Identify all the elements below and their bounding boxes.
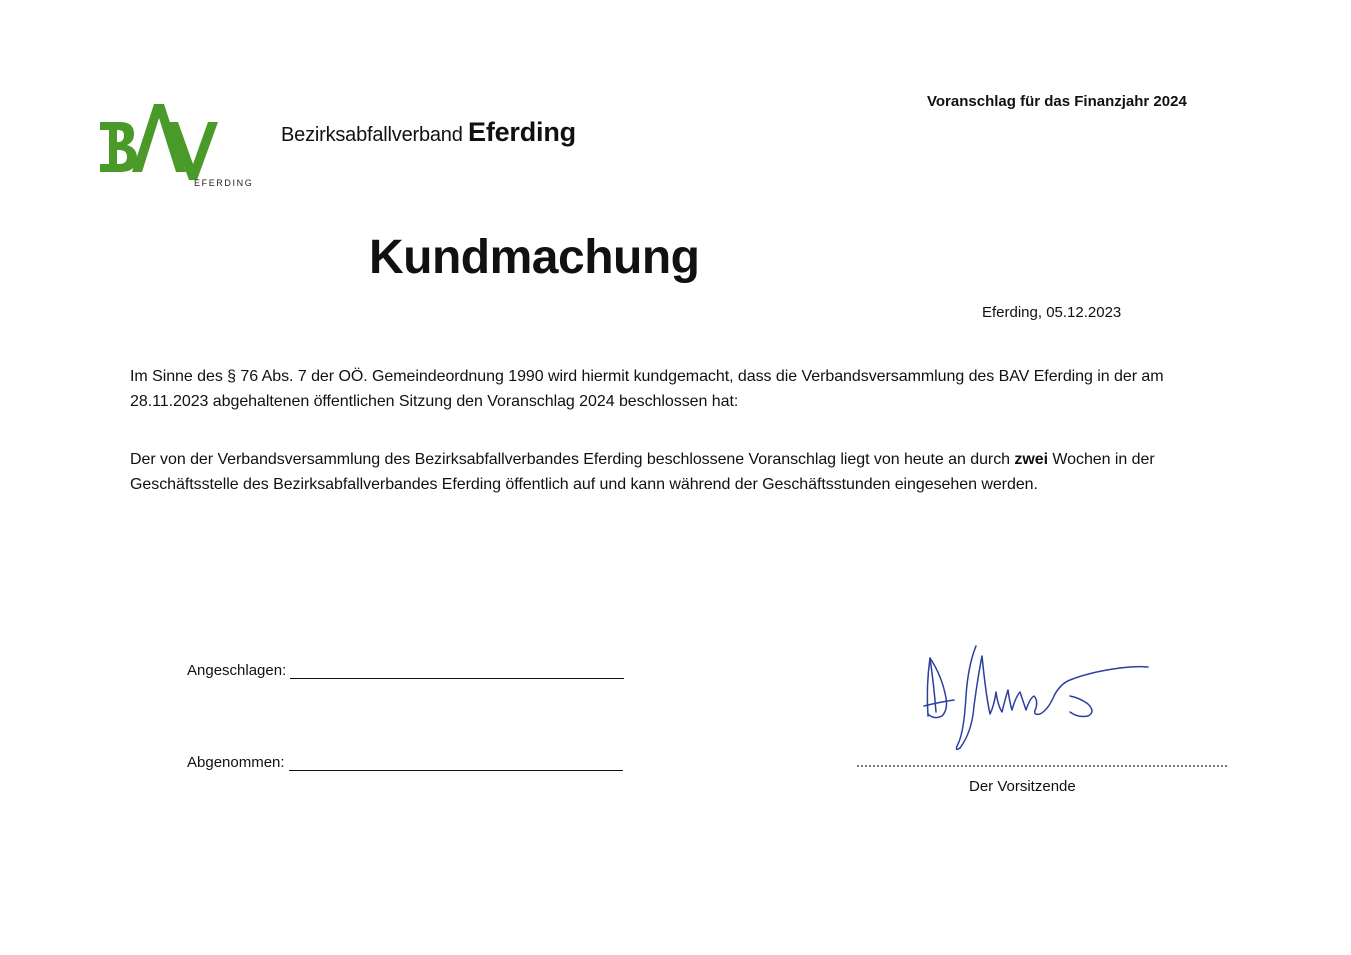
place-date: Eferding, 05.12.2023	[982, 304, 1122, 321]
inspection-paragraph	[130, 447, 1225, 497]
chairman-label: Der Vorsitzende	[969, 778, 1076, 795]
paragraph2-bold: zwei	[1014, 451, 1048, 468]
announcement-paragraph: Im Sinne des § 76 Abs. 7 der OÖ. Gemeindeordnung 1990 wird hiermit kundgemacht, dass die Verbandsversammlung des BAV Eferding in der am 28.11.2023 abgehaltenen öffentlichen Sitzung den Voranschlag 2024 beschlossen hat:	[130, 368, 1164, 410]
signature-line	[857, 765, 1227, 767]
org-name-prefix: Bezirksabfallverband	[281, 124, 463, 146]
posted-field	[187, 662, 624, 679]
removed-blank-line	[289, 754, 623, 771]
paragraph2-before: Der von der Verbandsversammlung des Bezirksabfallverbandes Eferding beschlossene Voranschlag liegt von heute an durch	[130, 451, 1015, 468]
removed-label: Abgenommen:	[187, 754, 285, 771]
bav-logo	[96, 94, 264, 192]
posted-blank-line	[290, 662, 624, 679]
removed-field	[187, 754, 623, 771]
handwritten-signature	[920, 636, 1160, 756]
paragraph2-after: Wochen in der Geschäftsstelle des Bezirksabfallverbandes Eferding öffentlich auf und kann während der Geschäftsstunden eingesehen werden.	[130, 451, 1155, 493]
posted-label: Angeschlagen:	[187, 662, 287, 679]
budget-year-label: Voranschlag für das Finanzjahr 2024	[927, 93, 1187, 110]
org-name-bold: Eferding	[468, 117, 576, 147]
document-title: Kundmachung	[369, 231, 700, 284]
logo-subtext: EFERDING	[194, 178, 254, 188]
organization-name	[281, 117, 576, 148]
